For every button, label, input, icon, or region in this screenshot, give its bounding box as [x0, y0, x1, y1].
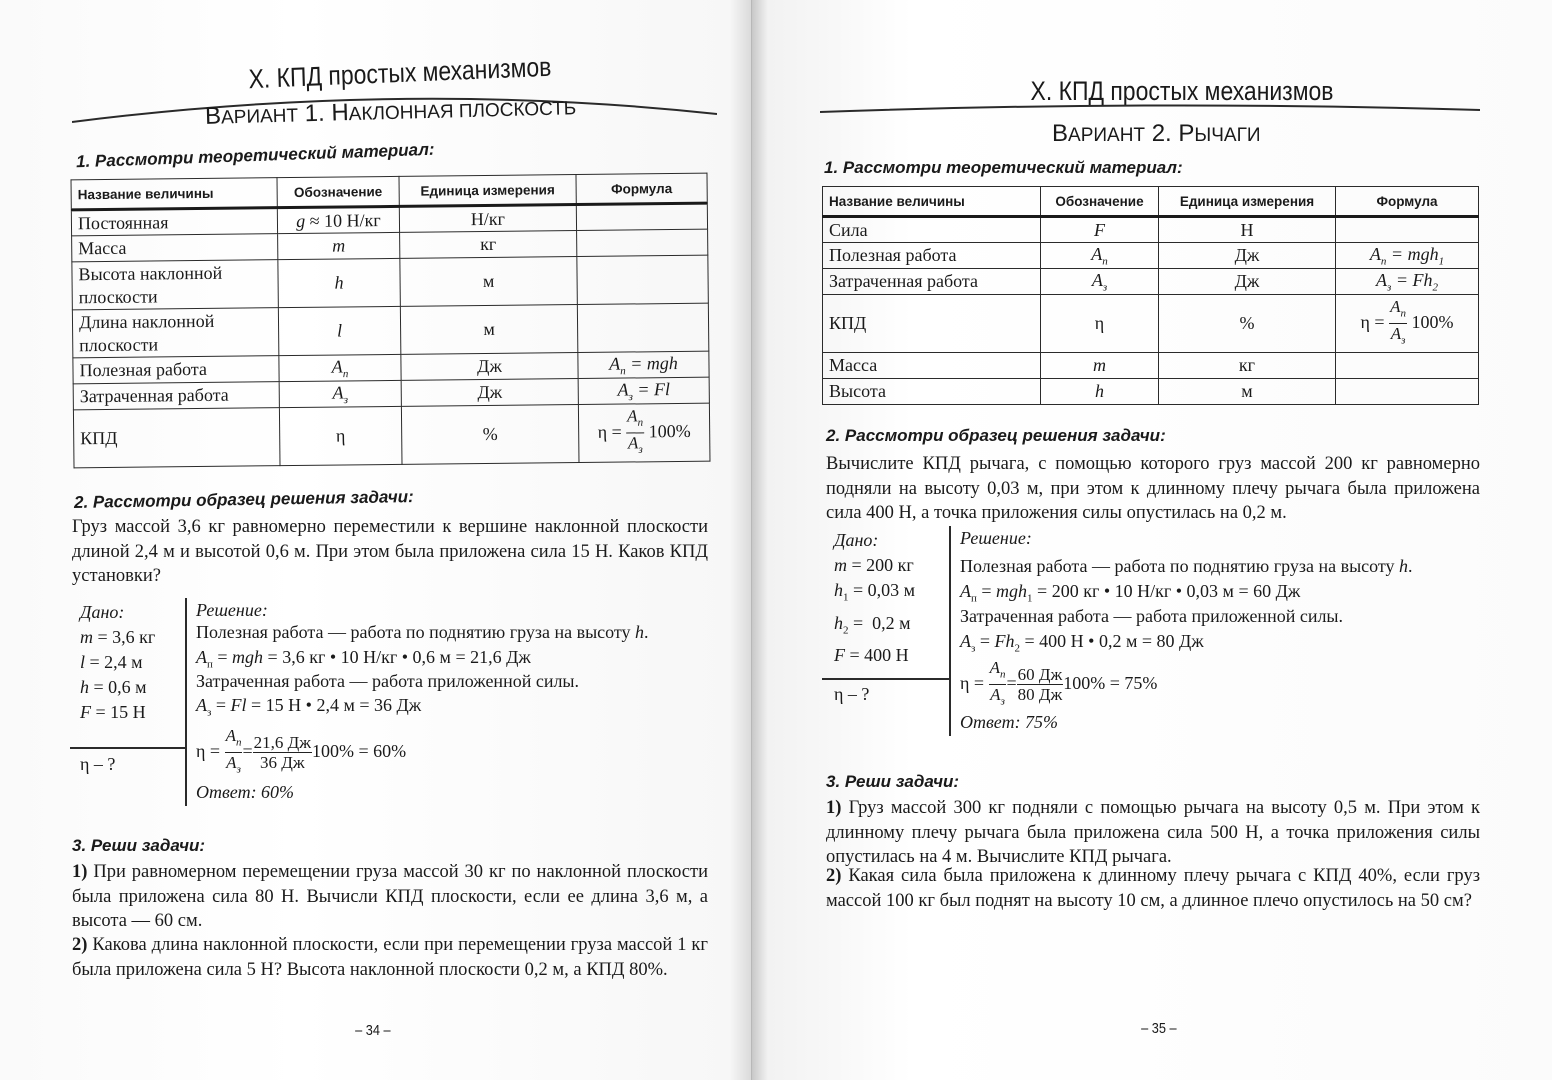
cell-unit: Дж — [401, 379, 578, 407]
cell-formula — [1336, 379, 1479, 405]
cell-formula: $A_з = Fh_2$ — [1336, 269, 1479, 295]
given-item: $h_2 = 0,2$ м — [834, 612, 911, 637]
cell-name: Высота наклонной плоскости — [72, 260, 278, 310]
chapter-title: X. КПД простых механизмов — [1030, 76, 1334, 106]
cell-formula — [577, 255, 708, 304]
given-block — [834, 528, 915, 668]
cell-unit: м — [400, 257, 577, 307]
title-underline — [820, 100, 1480, 120]
table-row — [823, 353, 1479, 379]
cell-formula: $A_п = mgh_1$ — [1336, 243, 1479, 269]
example-problem: Вычислите КПД рычага, с помощью которого груз массой 200 кг равномерно подняли на высоту 0,03 м, при этом к длинному плечу рычага была приложена сила 400 Н, а точка приложения силы опустилась на 0,2 м. — [826, 454, 1480, 523]
table-row — [72, 303, 708, 358]
cell-name: Полезная работа — [73, 356, 279, 384]
fraction-denominator: 36 Дж — [260, 753, 305, 773]
cell-symbol: $A_п$ — [279, 354, 401, 381]
header-formula: Формула — [1336, 187, 1479, 217]
cell-formula: $A_п$ = mgh — [578, 351, 709, 378]
cell-symbol: h — [1041, 379, 1159, 405]
given-item: F = 400 Н — [834, 645, 909, 666]
task-number: 1) — [72, 862, 88, 882]
variant-title — [1052, 120, 1261, 148]
cell-unit: кг — [400, 231, 577, 259]
table-row — [823, 269, 1479, 295]
task-text: Какая сила была приложена к длинному плечу рычага с КПД 40%, если груз массой 100 кг был поднят на высоту 10 см, а длинное плечо опустилось на 50 см? — [826, 866, 1480, 911]
variant-prefix: В — [204, 102, 222, 130]
header-name: Название величины — [71, 178, 277, 210]
section2-heading: 2. Рассмотри образец решения задачи: — [73, 487, 414, 512]
given-divider — [70, 747, 186, 749]
eta-lhs: η = — [960, 673, 985, 694]
solution-divider — [185, 598, 187, 806]
chapter-title: X. КПД простых механизмов — [248, 51, 552, 95]
given-item: m = 200 кг — [834, 555, 914, 575]
header-unit: Единица измерения — [399, 175, 576, 207]
cell-unit: Н — [1159, 217, 1336, 243]
header-unit: Единица измерения — [1159, 187, 1336, 217]
variant-prefix-rest: АРИАНТ — [1068, 125, 1146, 146]
cell-unit: Дж — [401, 353, 578, 381]
cell-formula — [576, 203, 707, 230]
find-label: η – ? — [834, 684, 870, 704]
header-symbol: Обозначение — [277, 176, 399, 207]
cell-symbol: m — [278, 232, 400, 259]
given-item: m = 3,6 кг — [80, 627, 156, 647]
variant-number: 2. — [1145, 120, 1179, 147]
given-divider — [822, 678, 950, 680]
variant-number: 1. — [297, 99, 332, 128]
cell-symbol: η — [279, 406, 402, 465]
equals: = — [242, 741, 253, 762]
theory-table — [71, 173, 711, 469]
variant-name-rest: АКЛОННАЯ ПЛОСКОСТЬ — [348, 98, 577, 126]
cell-name: Затраченная работа — [823, 269, 1041, 295]
fraction-numerator: 60 Дж — [1017, 665, 1063, 685]
section1-heading: 1. Рассмотри теоретический материал: — [824, 158, 1183, 177]
section3-heading: 3. Реши задачи: — [826, 772, 960, 791]
cell-formula — [1336, 353, 1479, 379]
solution-label: Решение: — [196, 600, 268, 620]
section3-heading: 3. Реши задачи: — [72, 836, 206, 855]
eta-result: 100% = 75% — [1063, 673, 1158, 694]
cell-formula — [577, 229, 708, 256]
task-text: Какова длина наклонной плоскости, если при перемещении груза массой 1 кг была приложена сила 5 Н? Высота наклонной плоскости 0,2 м, а КПД 80%. — [72, 935, 709, 980]
table-row — [823, 295, 1479, 353]
equals: = — [1006, 673, 1017, 694]
variant-prefix: В — [1052, 120, 1069, 147]
left-page — [0, 0, 752, 1080]
task-number: 2) — [826, 866, 842, 886]
answer: Ответ: 75% — [960, 712, 1059, 732]
cell-formula — [577, 303, 708, 352]
table-row — [823, 243, 1479, 269]
section2-heading: 2. Рассмотри образец решения задачи: — [826, 426, 1166, 445]
header-name: Название величины — [823, 187, 1041, 217]
cell-name: Постоянная — [71, 208, 277, 236]
solution-line: Полезная работа — работа по поднятию груза на высоту h. — [960, 556, 1413, 576]
task-1 — [826, 796, 1480, 870]
answer: Ответ: 60% — [196, 782, 295, 802]
solution-label: Решение: — [960, 528, 1032, 548]
solution-line: $A_п$ = mgh = 3,6 кг • 10 Н/кг • 0,6 м = 21,6 Дж — [196, 647, 531, 671]
solution-line: $A_з = Fh_2 = 400$ Н • 0,2 м = 80 Дж — [960, 631, 1204, 655]
cell-name: КПД — [73, 408, 280, 468]
cell-unit: % — [401, 405, 579, 465]
given-item: l = 2,4 м — [80, 652, 143, 672]
task-text: Груз массой 300 кг подняли с помощью рычага на высоту 0,5 м. При этом к длинному плечу рычага была приложена сила 500 Н, а точка приложения силы опустилась на 4 м. Вычислите КПД рычага. — [826, 798, 1481, 867]
cell-unit: % — [1159, 295, 1336, 353]
eta-lhs: η = — [196, 741, 221, 762]
solution-line: $A_п = mgh_1 = 200$ кг • 10 Н/кг • 0,03 м = 60 Дж — [960, 581, 1301, 605]
given-block — [80, 600, 155, 725]
given-label: Дано: — [80, 602, 125, 622]
given-label: Дано: — [834, 530, 879, 550]
variant-prefix-rest: АРИАНТ — [220, 105, 299, 129]
table-row — [823, 379, 1479, 405]
cell-symbol: F — [1041, 217, 1159, 243]
cell-formula: η = $\frac{A_п}{A_з}$ 100% — [1336, 295, 1479, 353]
find-label: η – ? — [80, 754, 116, 774]
solution-line: Затраченная работа — работа приложенной силы. — [196, 671, 580, 691]
variant-name-first: Н — [331, 99, 350, 127]
given-item: $h_1 = 0,03$ м — [834, 580, 916, 604]
cell-symbol: $A_з$ — [1041, 269, 1159, 295]
section1-heading: 1. Рассмотри теоретический материал: — [75, 139, 435, 172]
page-number: – 35 – — [1141, 1020, 1177, 1037]
cell-unit: м — [400, 305, 577, 355]
given-item: h = 0,6 м — [80, 677, 147, 697]
fraction-numerator: 21,6 Дж — [253, 733, 311, 753]
cell-name: Затраченная работа — [73, 382, 279, 410]
cell-unit: м — [1159, 379, 1336, 405]
example-problem: Груз массой 3,6 кг равномерно переместили к вершине наклонной плоскости длиной 2,4 м и высотой 0,6 м. При этом была приложена сила 15 Н. Каков КПД установки? — [72, 517, 708, 586]
page-number: – 34 – — [355, 1022, 391, 1039]
cell-symbol: g ≈ 10 Н/кг — [277, 206, 399, 233]
table-row — [72, 255, 708, 310]
cell-name: Масса — [72, 234, 278, 262]
cell-symbol: m — [1041, 353, 1159, 379]
task-2 — [72, 933, 708, 982]
task-1 — [72, 860, 708, 934]
solution-line: Полезная работа — работа по поднятию груза на высоту h. — [196, 622, 649, 642]
task-text: При равномерном перемещении груза массой 30 кг по наклонной плоскости была приложена сила 80 Н. Вычисли КПД плоскости, если ее длина 3,6 м, а высота — 60 см. — [72, 862, 709, 931]
efficiency-formula: η = $\frac{A_п}{A_з}$ = $\frac{60 Дж}{80 Дж}$ 100% = 75% — [960, 658, 1158, 708]
variant-name-rest: ЫЧАГИ — [1194, 125, 1261, 146]
task-2 — [826, 864, 1480, 913]
cell-name: Сила — [823, 217, 1041, 243]
cell-symbol: η — [1041, 295, 1159, 353]
eta-result: 100% = 60% — [311, 741, 407, 762]
cell-name: Масса — [823, 353, 1041, 379]
cell-unit: Дж — [1159, 243, 1336, 269]
table-header-row — [823, 187, 1479, 217]
header-symbol: Обозначение — [1041, 187, 1159, 217]
solution-line: $A_з = Fl = 15$ Н • 2,4 м = 36 Дж — [196, 695, 422, 719]
cell-unit: Дж — [1159, 269, 1336, 295]
cell-formula: $A_з = Fl$ — [578, 377, 709, 404]
fraction-denominator: 80 Дж — [1017, 685, 1063, 705]
solution-divider — [949, 526, 951, 736]
cell-symbol: l — [278, 306, 400, 355]
task-number: 1) — [826, 798, 842, 818]
table-row — [823, 217, 1479, 243]
header-formula: Формула — [576, 173, 707, 204]
solution-line: Затраченная работа — работа приложенной силы. — [960, 606, 1344, 626]
variant-name-first: Р — [1178, 120, 1195, 147]
cell-unit: кг — [1159, 353, 1336, 379]
right-page — [752, 0, 1552, 1080]
cell-symbol: $A_п$ — [1041, 243, 1159, 269]
task-number: 2) — [72, 935, 88, 955]
cell-formula: η = $\frac{A_п}{A_з}$ 100% — [578, 403, 710, 462]
table-row — [73, 403, 710, 468]
given-item: F = 15 Н — [80, 702, 146, 722]
cell-name: КПД — [823, 295, 1041, 353]
cell-unit: Н/кг — [399, 205, 576, 233]
cell-name: Длина наклонной плоскости — [72, 308, 278, 358]
cell-name: Высота — [823, 379, 1041, 405]
efficiency-formula: η = $\frac{A_п}{A_з}$ = $\frac{21,6 Дж}{36 Дж}$ 100% = 60% — [196, 726, 407, 776]
theory-table — [822, 186, 1479, 405]
cell-symbol: $A_з$ — [279, 380, 401, 407]
cell-formula — [1336, 217, 1479, 243]
cell-name: Полезная работа — [823, 243, 1041, 269]
cell-symbol: h — [278, 258, 400, 307]
